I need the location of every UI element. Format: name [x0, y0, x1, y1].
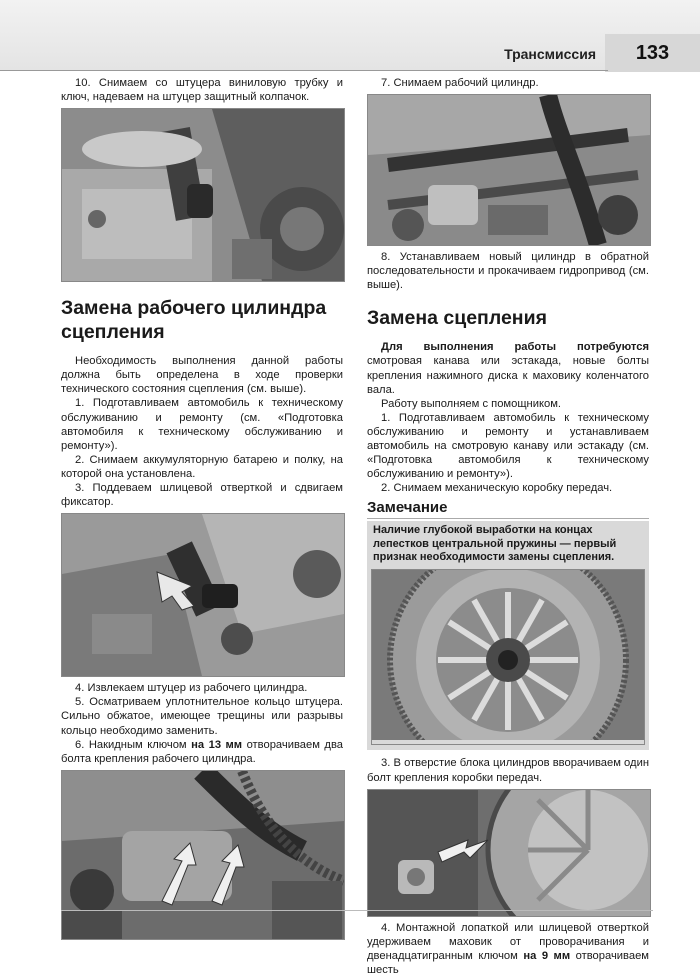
step-7-text: 7. Снимаем рабочий цилиндр. — [381, 77, 539, 89]
step-1-text: 1. Подготавливаем автомобиль к техническому обслуживанию и ремонту (см. «Подготовка автомобиля к техническому обслуживанию и ремонту»). — [61, 397, 343, 452]
step-5-text: 5. Осматриваем уплотнительное кольцо штуцера. Сильно обжатое, имеющее трещины или разрывы кольцо необходимо заменить. — [61, 696, 343, 737]
intro-text: Необходимость выполнения данной работы должна быть определена в ходе проверки технического состояния сцепления (см. выше). — [61, 355, 343, 396]
right-column — [367, 76, 649, 977]
requirements-text: Для выполнения работы потребуются смотровая канава или эстакада, новые болты крепления нажимного диска к маховику коленчатого вала. — [367, 341, 649, 396]
photo-retainer — [61, 513, 345, 677]
step-10-text: 10. Снимаем со штуцера виниловую трубку и ключ, надеваем на штуцер защитный колпачок. — [61, 77, 343, 104]
note-title: Замечание — [367, 499, 649, 519]
photo-cylinder-removed — [367, 94, 651, 246]
photo-flywheel-bolt — [367, 789, 651, 917]
section-heading-cylinder: Замена рабочего цилиндра сцепления — [61, 297, 327, 344]
photo-clutch-spring — [371, 569, 645, 746]
section-heading-clutch: Замена сцепления — [367, 307, 547, 330]
left-column — [61, 76, 343, 944]
step-3-text: 3. Поддеваем шлицевой отверткой и сдвигаем фиксатор. — [61, 482, 343, 509]
photo-vinyl-tube — [61, 108, 345, 282]
step-2-text: 2. Снимаем аккумуляторную батарею и полку, на которой она установлена. — [61, 453, 343, 480]
footer-rule — [61, 910, 653, 911]
step-4-text: 4. Извлекаем штуцер из рабочего цилиндра. — [75, 682, 308, 695]
step-6-text: 6. Накидным ключом на 13 мм отворачиваем два болта крепления рабочего цилиндра. — [61, 738, 343, 765]
clutch-step-4-text: 4. Монтажной лопаткой или шлицевой отверткой удерживаем маховик от проворачивания и двенадцатигранным ключом на 9 мм отворачиваем шесть — [367, 921, 649, 976]
step-8-text: 8. Устанавливаем новый цилиндр в обратной последовательности и прокачиваем гидропривод (см. выше). — [367, 251, 649, 292]
helper-text: Работу выполняем с помощником. — [381, 397, 562, 410]
running-section-title: Трансмиссия — [504, 46, 596, 62]
photo-cylinder-bolts — [61, 770, 345, 940]
clutch-step-3-text: 3. В отверстие блока цилиндров вворачиваем один болт крепления коробки передач. — [367, 757, 649, 784]
note-box — [367, 521, 649, 750]
header-rule — [0, 70, 608, 71]
clutch-step-2-text: 2. Снимаем механическую коробку передач. — [381, 482, 613, 495]
note-text: Наличие глубокой выработки на концах лепестков центральной пружины — первый признак необходимости замены сцепления. — [373, 524, 617, 564]
clutch-step-1-text: 1. Подготавливаем автомобиль к техническому обслуживанию и ремонту и устанавливаем автомобиль на смотровую канаву или эстакаду (см. «Подготовка автомобиля к техническому обслуживанию и ремонту»). — [367, 411, 649, 481]
page-number: 133 — [605, 34, 700, 72]
